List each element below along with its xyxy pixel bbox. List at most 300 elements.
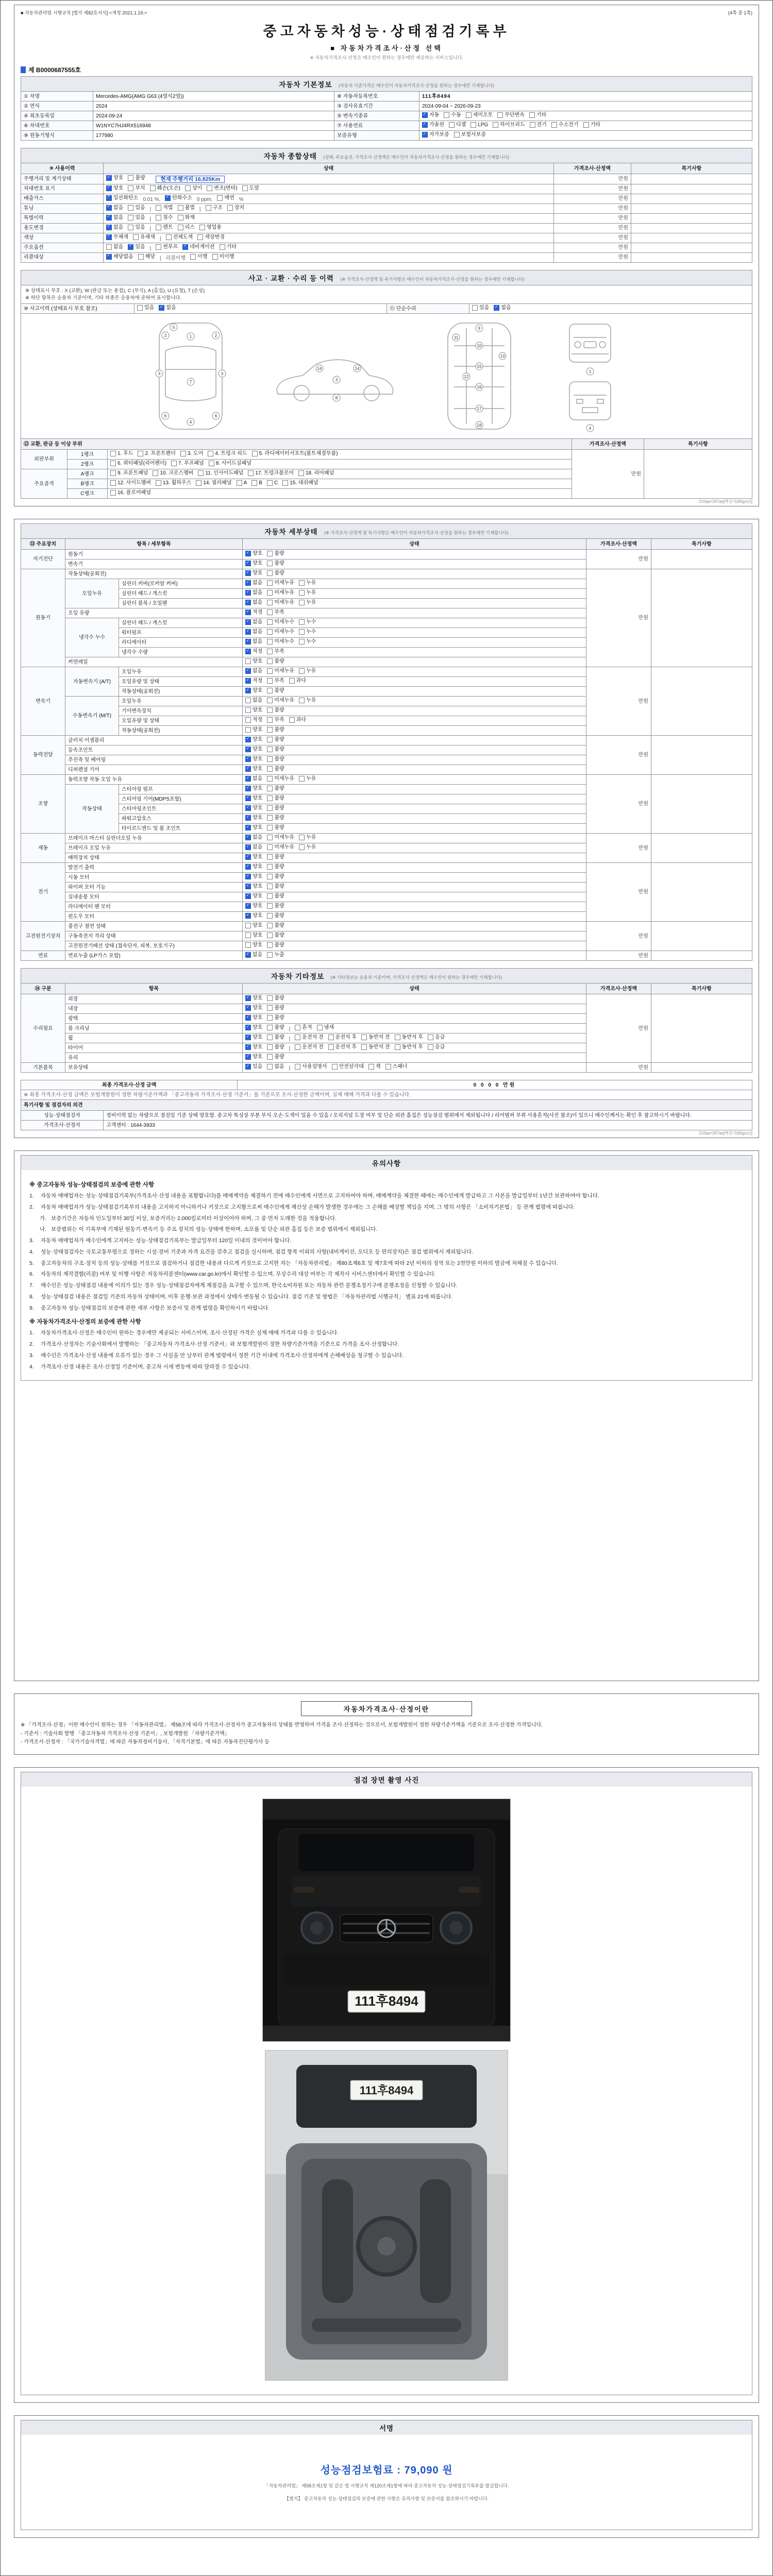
checkbox-option [190,253,207,260]
unchecked-box-icon [237,480,242,486]
note-cell [631,194,752,204]
table-row [21,1080,752,1090]
checkbox-option [267,707,284,714]
checkbox-option [156,205,173,211]
state-cell [243,951,586,961]
row-label: 용도변경 [21,223,104,233]
unchecked-box-icon [267,923,273,928]
state-cell [243,1043,586,1053]
unchecked-box-icon [245,698,251,703]
checkbox-label: 있음 [479,305,490,311]
checkbox-label: 양호 [253,1005,263,1011]
checkbox-option [128,185,145,192]
state-cell [243,755,586,765]
checkbox-option [227,205,244,211]
checkbox-option [493,122,525,128]
checkbox-label: 양호 [253,995,263,1002]
checkbox-label: 미세누수 [274,639,294,645]
checkbox-option [267,995,284,1002]
checkbox-option [267,1063,284,1070]
unchecked-box-icon [245,727,251,733]
section-note: (상태, 주요옵션, 가격조사·산정액은 매수인이 자동차가격조사·산정을 원하는 경우에만 기재합니다) [323,155,510,160]
sheet-signature [14,2415,759,2538]
checkbox-label: 없음 [253,629,263,635]
checkbox-option [267,1014,284,1021]
checkbox-label: 없음 [166,305,176,311]
state-cell [243,1033,586,1043]
row-label: 주행거리 및 계기상태 [21,174,104,184]
other-info-table [21,983,752,1073]
unchecked-box-icon [295,1025,300,1030]
checkbox-label: 전기 [536,122,547,128]
checkbox-label: 도말 [249,185,259,191]
checkbox-label: 불량 [274,570,284,577]
checked-box-icon [245,561,251,566]
state-cell [243,638,586,648]
state-cell [243,667,586,677]
table-row [21,194,752,204]
checkbox-option [106,224,123,231]
price-info-line: ※ 「가격조사·산정」이란 매수인이 원하는 경우 「자동차관리법」 제58조에 따라 가격조사·산정자가 중고자동차의 상태를 반영하여 가격을 조사·산정하는 것으로서, 보험개발원이 정한 차량기준가액을 기준으로 조사·산정한 가격입니다. [21,1722,543,1728]
checkbox-option [497,112,525,118]
checkbox-option [267,863,284,870]
price-cell: 만원 [554,213,631,223]
col-header-price: 가격조사·산정액 [554,163,631,174]
field-value-year: 2024 [93,101,334,111]
checkbox-label: 냄새 [324,1025,334,1031]
checkbox-label: 미세누유 [274,776,294,782]
section-title: 자동차 세부상태 [264,528,318,536]
checkbox-label: 양호 [253,942,263,948]
field-label-transmission: ⑤ 변속기종류 [334,111,419,121]
table-header-row [21,1100,752,1111]
field-value-vin: W1NYC7HJ4RX516948 [93,121,334,131]
notice-item [29,1282,744,1290]
checkbox-label: 불법 [184,205,195,211]
unchecked-box-icon [267,600,273,605]
checkbox-option [245,912,262,919]
state-cell [243,648,586,657]
unchecked-box-icon [227,205,233,211]
final-price-unit: 만원 [503,1082,516,1088]
unchecked-box-icon [449,122,455,128]
notice-item [29,1329,744,1337]
checkbox-label: 10. 크로스멤버 [160,470,194,477]
checkbox-label: 양호 [253,805,263,811]
unchecked-box-icon [385,1064,391,1070]
item-label: 배력장치 상태 [65,853,243,863]
checked-box-icon [245,590,251,596]
svg-text:6: 6 [164,414,167,419]
checkbox-option [267,766,284,772]
checkbox-option [245,1024,262,1031]
unchecked-box-icon [267,805,273,811]
unchecked-box-icon [242,185,248,191]
state-cell [243,1063,586,1073]
checkbox-option [267,795,284,802]
page-note: (4쪽 중 1쪽) [728,10,752,15]
unchecked-box-icon [497,112,503,118]
unchecked-box-icon [180,451,186,456]
state-cell [243,677,586,687]
svg-text:7: 7 [189,380,192,385]
checkbox-option [153,470,193,477]
price-info-line: - 가격조사·산정자 : 「국가기술자격법」에 따른 자동차정비기술사, 「자격기본법」에 따른 자동차진단평가사 등 [21,1739,270,1745]
checkbox-label: 하이브리드 [500,122,525,128]
unchecked-box-icon [551,122,557,128]
item-label: 작동상태(공회전) [65,569,243,579]
unchecked-box-icon [178,205,183,211]
unchecked-box-icon [295,1035,300,1040]
price-cell: 만원 [586,775,651,834]
state-cell [104,204,554,213]
checkbox-label: 탄화수소 [172,195,192,201]
section-band-photos [21,1772,752,1787]
checkbox-label: 썬루프 [163,244,178,250]
item-label: 오일유량 및 상태 [119,677,243,687]
unchecked-box-icon [267,766,273,772]
license-plate-rear: 111후8494 [359,2083,414,2097]
text-token: | [289,1036,291,1042]
section-band-summary [21,148,752,163]
svg-text:4: 4 [589,426,592,431]
item-label: 실내송풍 모터 [65,892,243,902]
checkbox-option [196,480,231,486]
checkbox-label: 적법 [163,205,173,211]
checked-box-icon [106,185,112,191]
state-cell [108,469,572,479]
field-value-first-reg: 2024-09-24 [93,111,334,121]
state-cell [243,745,586,755]
checkbox-label: 안전삼각대 [339,1064,364,1070]
checkbox-label: 양호 [253,815,263,821]
col-header-note: 특기사항 [644,439,752,450]
price-cell: 만원 [554,194,631,204]
item-label: 오일누유 [119,697,243,706]
unchecked-box-icon [267,580,273,586]
unchecked-box-icon [208,451,213,456]
checkbox-label: 잭 [375,1064,381,1070]
unchecked-box-icon [245,923,251,928]
checkbox-label: 있음 [135,214,145,221]
unchecked-box-icon [245,717,251,723]
inspection-insurance-fee [21,2462,752,2477]
col-header-device: ⑬ 주요장치 [21,539,65,550]
state-cell [243,775,586,785]
state-cell [243,579,586,589]
checkbox-label: LPG [478,122,489,128]
checkbox-option [328,1034,357,1041]
checked-box-icon [106,254,112,260]
checked-box-icon [245,756,251,762]
checkbox-option [267,746,284,753]
text-token: | [289,1065,291,1072]
state-cell [243,912,586,922]
checkbox-option [299,580,316,586]
svg-text:14: 14 [355,366,360,371]
checkbox-option [295,1063,327,1070]
checkbox-label: 없음 [253,668,263,674]
unchecked-box-icon [110,490,116,496]
checkbox-option [267,658,284,665]
checkbox-option [267,756,284,762]
checked-box-icon [245,952,251,958]
checkbox-option [138,253,155,260]
group-label: 전기 [21,863,65,922]
checkbox-label: 누출 [274,952,284,958]
unchecked-box-icon [106,244,112,250]
field-label-inspection: ③ 검사유효기간 [334,101,419,111]
checkbox-option [267,599,294,606]
checkbox-option [267,912,284,919]
checkbox-label: 불량 [274,805,284,811]
checkbox-label: 누수 [306,639,316,645]
checkbox-option [110,489,151,496]
unchecked-box-icon [267,570,273,576]
checkbox-option [156,214,173,221]
checkbox-label: 불량 [274,727,284,733]
checkbox-label: 구조 [212,205,223,211]
final-price-table [21,1080,752,1100]
checkbox-label: 누수 [306,629,316,635]
field-label-year: ② 연식 [21,101,93,111]
checkbox-option [245,707,262,714]
unchecked-box-icon [220,244,225,250]
checkbox-label: 있음 [135,224,145,230]
state-cell [243,902,586,912]
text-token: | [149,206,152,212]
item-label: 변속기 [65,560,243,569]
notice-item [29,1226,744,1234]
sheet-basic [14,5,759,506]
price-info-line: - 기준서 : 기술사회 발행 「중고자동차 가격조사·산정 기준서」, 보험개발원 「차량기준가액」 [21,1731,230,1737]
checkbox-label: 변조(변타) [214,185,238,191]
notice-number: 4. [29,1363,34,1370]
field-label-reg-no: ⑧ 자동차등록번호 [334,92,419,101]
text-token: | [289,1026,291,1032]
notice-number: 3. [29,1352,34,1359]
checkbox-option [252,450,338,457]
checkbox-option [267,775,294,782]
section-note: (※ 기타정보는 승용차 기준이며, 가격조사·산정액은 매수인이 원하는 경우에만 기재합니다) [330,975,502,980]
checkbox-label: 훼손(오손) [157,185,180,191]
rank-label: 2랭크 [68,460,108,469]
table-row [21,667,752,677]
checkbox-option [138,450,175,457]
checkbox-label: 2. 프론트펜더 [145,451,176,457]
checked-box-icon [245,864,251,870]
checkbox-option [245,648,262,655]
checkbox-label: 불량 [274,893,284,900]
state-cell [243,883,586,892]
checkbox-option [267,687,284,694]
checkbox-option [110,470,148,477]
checkbox-label: 1. 후드 [117,451,133,457]
table-header-row [21,984,752,994]
checkbox-option [267,844,294,851]
item-label: 보유상태 [65,1063,243,1073]
checkbox-option [245,795,262,802]
price-cell: 만원 [554,252,631,262]
checkbox-option [428,1034,445,1041]
checkbox-option [395,1034,423,1041]
checkbox-label: 불량 [274,1025,284,1031]
unchecked-box-icon [267,668,273,674]
unchecked-box-icon [466,112,472,118]
checkbox-label: 불량 [274,942,284,948]
svg-text:2: 2 [214,333,217,338]
checkbox-option [267,580,294,586]
note-cell [631,174,752,184]
field-value-car-name: Mercedes-AMG(AMG G63 (4열식2열)) [93,92,334,101]
warranty-options [419,131,752,141]
state-cell [243,560,586,569]
final-price-amount: 0 0 0 0 [473,1082,500,1088]
unchecked-box-icon [295,1064,300,1070]
unchecked-box-icon [171,461,177,466]
col-header-price: 가격조사·산정액 [572,439,644,450]
svg-text:3: 3 [335,378,338,383]
svg-text:3: 3 [221,371,224,377]
checkbox-label: 불량 [274,551,284,557]
unchecked-box-icon [428,1035,433,1040]
checkbox-label: 불량 [274,923,284,929]
checked-box-icon [422,122,428,128]
checkbox-option [245,863,262,870]
checkbox-label: 유채색 [140,234,155,240]
checkbox-option [368,1063,381,1070]
opinion-table [21,1099,752,1130]
checkbox-option [295,1024,312,1031]
checkbox-option [299,599,316,606]
checkbox-option [470,122,488,128]
notice-number: 1. [29,1193,34,1199]
checkbox-label: 부족 [274,649,284,655]
unchecked-box-icon [128,185,133,191]
unchecked-box-icon [267,688,273,693]
state-cell [243,834,586,843]
checkbox-option [245,1005,262,1011]
checkbox-label: 미세누유 [274,668,294,674]
checkbox-option [282,480,318,486]
svg-text:9: 9 [478,326,481,331]
row-label: 주요옵션 [21,243,104,252]
checked-box-icon [106,195,112,201]
checkbox-label: 불량 [274,903,284,909]
state-cell [104,243,554,252]
table-row [21,994,752,1004]
final-price-note: ※ 최종 가격조사·산정 금액은 보험개발원이 정한 차량기준가액과 「중고자동차 가격조사·산정 기준서」를 기준으로 조사·산정한 금액이며, 실제 매매 가격과 다를 수 있습니다. [21,1090,752,1100]
checkbox-label: 없음 [113,224,124,230]
checkbox-option [267,697,294,704]
section-band-detail [21,523,752,538]
checkbox-option [206,205,223,211]
unchecked-box-icon [454,132,460,138]
field-value-inspection: 2024-09-04 ~ 2026-09-23 [419,101,752,111]
checkbox-label: 렌트 [163,224,173,230]
checked-box-icon [245,747,251,752]
checkbox-label: 기타 [226,244,237,250]
checkbox-label: 불량 [274,825,284,831]
svg-text:18: 18 [477,423,482,428]
item-label: 동력조향 작동 오일 누유 [65,775,243,785]
checkbox-label: 양호 [253,1015,263,1021]
checkbox-option [245,922,262,929]
checkbox-label: 없음 [253,835,263,841]
checked-box-icon [159,305,164,311]
state-cell [243,804,586,814]
notice-item [29,1260,744,1268]
checkbox-label: 불량 [274,1044,284,1050]
unchecked-box-icon [267,933,273,938]
checkbox-label: 누유 [306,776,316,782]
checkbox-option [178,214,195,221]
table-row [21,775,752,785]
checkbox-label: 양호 [253,658,263,665]
unchecked-box-icon [299,835,305,840]
checked-box-icon [245,737,251,742]
accident-legend-box [21,285,752,304]
notice-item [29,1215,744,1223]
state-cell [243,706,586,716]
checkbox-option [156,480,191,486]
sub-group-label: 자동변속기 (A/T) [65,667,119,697]
checkbox-label: 없음 [253,844,263,851]
checkbox-label: 양호 [253,795,263,802]
unchecked-box-icon [289,717,295,723]
checkbox-label: 동반석 전 [368,1035,390,1041]
checkbox-label: 운전석 후 [335,1044,357,1050]
unchecked-box-icon [267,874,273,879]
text-token: | [149,245,152,251]
item-label: 클러치 어셈블리 [65,736,243,745]
item-label: 스티어링 기어(MDPS포함) [119,794,243,804]
checked-box-icon [245,1035,251,1040]
checkbox-label: 이행 [197,253,208,260]
checkbox-label: 부식 [135,185,145,191]
notice-item [29,1237,744,1245]
table-row [21,233,752,243]
checkbox-option [128,205,145,211]
unchecked-box-icon [267,825,273,831]
checkbox-label: 가솔린 [429,122,444,128]
car-diagrams [21,313,752,439]
item-label: 추진축 및 베어링 [65,755,243,765]
unchecked-box-icon [207,185,212,191]
document-number [21,65,752,74]
checkbox-option [106,214,123,221]
checkbox-option [245,638,262,645]
unchecked-box-icon [267,1025,273,1030]
checkbox-option [245,1034,262,1041]
checkbox-option [267,873,284,880]
unchecked-box-icon [267,658,273,664]
unchecked-box-icon [245,942,251,948]
checkbox-label: 8. 사이드실패널 [215,461,251,467]
unchecked-box-icon [299,698,305,703]
checkbox-option [422,122,444,128]
checkbox-label: 흔적 [302,1025,312,1031]
checkbox-option [267,903,284,909]
checkbox-option [251,480,262,486]
checkbox-option [530,122,547,128]
checkbox-option [245,726,262,733]
price-cell: 만원 [554,174,631,184]
checkbox-option [299,697,316,704]
checkbox-option [198,470,243,477]
checked-box-icon [245,688,251,693]
exchange-repair-table [21,438,752,499]
